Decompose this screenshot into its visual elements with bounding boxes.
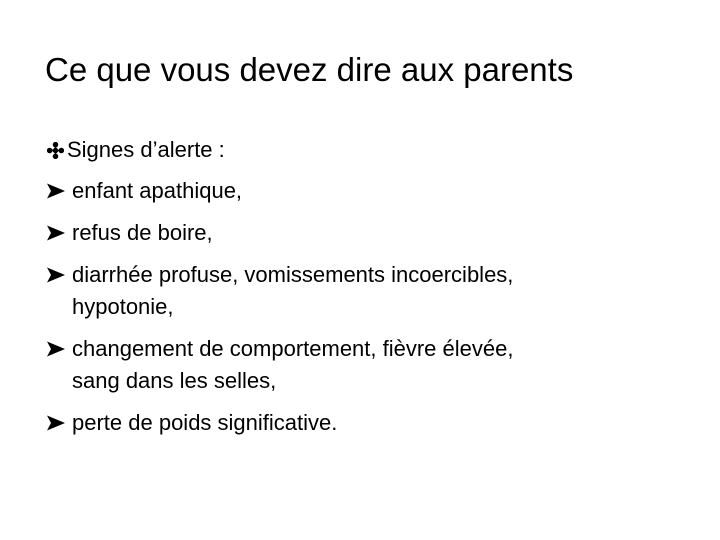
diamond-bullet-icon (46, 141, 64, 159)
list-item-text: refus de boire, (72, 220, 213, 245)
arrow-bullet-icon (46, 415, 66, 431)
list-item-text: enfant apathique, (72, 178, 243, 203)
list-item (46, 212, 686, 254)
list-item (46, 328, 686, 402)
arrow-bullet-icon (46, 225, 66, 241)
slide-content (46, 130, 686, 444)
list-item-text: perte de poids significative. (72, 410, 338, 435)
list-item-continuation: hypotonie, (72, 294, 174, 319)
list-item-text: changement de comportement, fièvre élevée, (72, 336, 514, 361)
list-item-text: diarrhée profuse, vomissements incoercibles, (72, 262, 514, 287)
warning-signs-heading (46, 130, 686, 170)
slide-title: Ce que vous devez dire aux parents (45, 51, 574, 88)
heading-text: Signes d’alerte : (67, 137, 225, 162)
arrow-bullet-icon (46, 267, 66, 283)
list-item (46, 254, 686, 328)
warning-signs-list (46, 170, 686, 444)
arrow-bullet-icon (46, 183, 66, 199)
list-item (46, 402, 686, 444)
arrow-bullet-icon (46, 341, 66, 357)
list-item (46, 170, 686, 212)
list-item-continuation: sang dans les selles, (72, 368, 277, 393)
